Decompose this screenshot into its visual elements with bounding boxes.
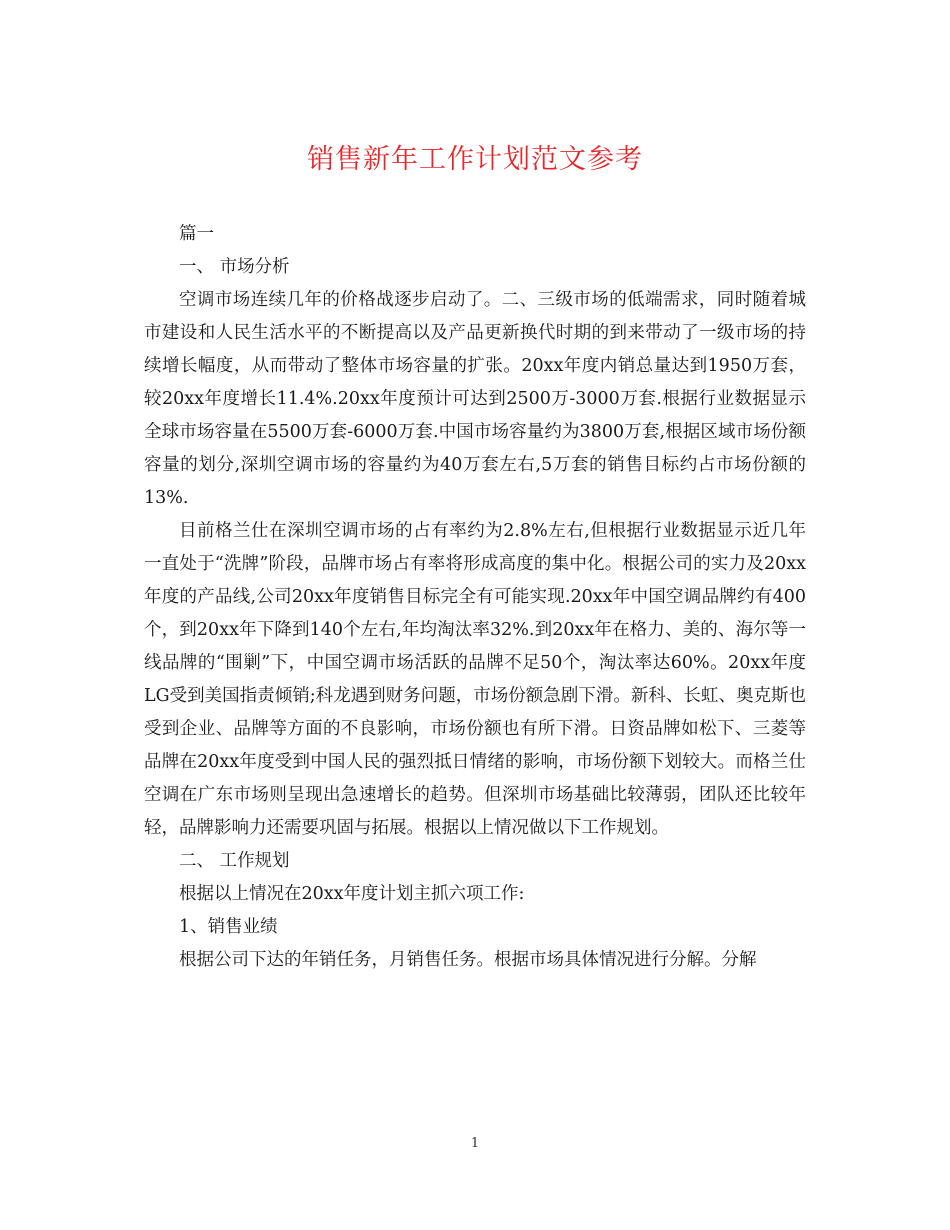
heading-work-plan: 二、 工作规划	[179, 851, 290, 871]
document-title: 销售新年工作计划范文参考	[307, 144, 643, 175]
paragraph-plan-intro: 根据以上情况在20xx年度计划主抓六项工作:	[179, 884, 525, 904]
section-label: 篇一	[179, 224, 214, 244]
page-number: 1	[470, 1136, 480, 1151]
paragraph-market-overview: 空调市场连续几年的价格战逐步启动了。二、三级市场的低端需求，同时随着城市建设和人民生活水平的不断提高以及产品更新换代时期的到来带动了一级市场的持续增长幅度，从而带动了整体市场容量的扩张。20xx年度内销总量达到1950万套，较20xx年度增长11.4%.20xx年度预计可达到2500万-3000万套.根据行业数据显示全球市场容量在5500万套-6000万套.中国市场容量约为3800万套,根据区域市场份额容量的划分,深圳空调市场的容量约为40万套左右,5万套的销售目标约占市场份额的13%.	[144, 290, 806, 508]
paragraph-sales-tasks: 根据公司下达的年销任务，月销售任务。根据市场具体情况进行分解。分解	[179, 950, 757, 970]
document-body	[144, 218, 806, 977]
heading-sales-performance: 1、销售业绩	[179, 917, 278, 937]
heading-market-analysis: 一、 市场分析	[179, 257, 290, 277]
paragraph-market-share: 目前格兰仕在深圳空调市场的占有率约为2.8%左右,但根据行业数据显示近几年一直处于“洗牌”阶段，品牌市场占有率将形成高度的集中化。根据公司的实力及20xx年度的产品线,公司20xx年度销售目标完全有可能实现.20xx年中国空调品牌约有400个，到20xx年下降到140个左右,年均淘汰率32%.到20xx年在格力、美的、海尔等一线品牌的“围剿”下，中国空调市场活跃的品牌不足50个，淘汰率达60%。20xx年度LG受到美国指责倾销;科龙遇到财务问题，市场份额急剧下滑。新科、长虹、奥克斯也受到企业、品牌等方面的不良影响，市场份额也有所下滑。日资品牌如松下、三菱等品牌在20xx年度受到中国人民的强烈抵日情绪的影响，市场份额下划较大。而格兰仕空调在广东市场则呈现出急速增长的趋势。但深圳市场基础比较薄弱，团队还比较年轻，品牌影响力还需要巩固与拓展。根据以上情况做以下工作规划。	[144, 521, 806, 838]
